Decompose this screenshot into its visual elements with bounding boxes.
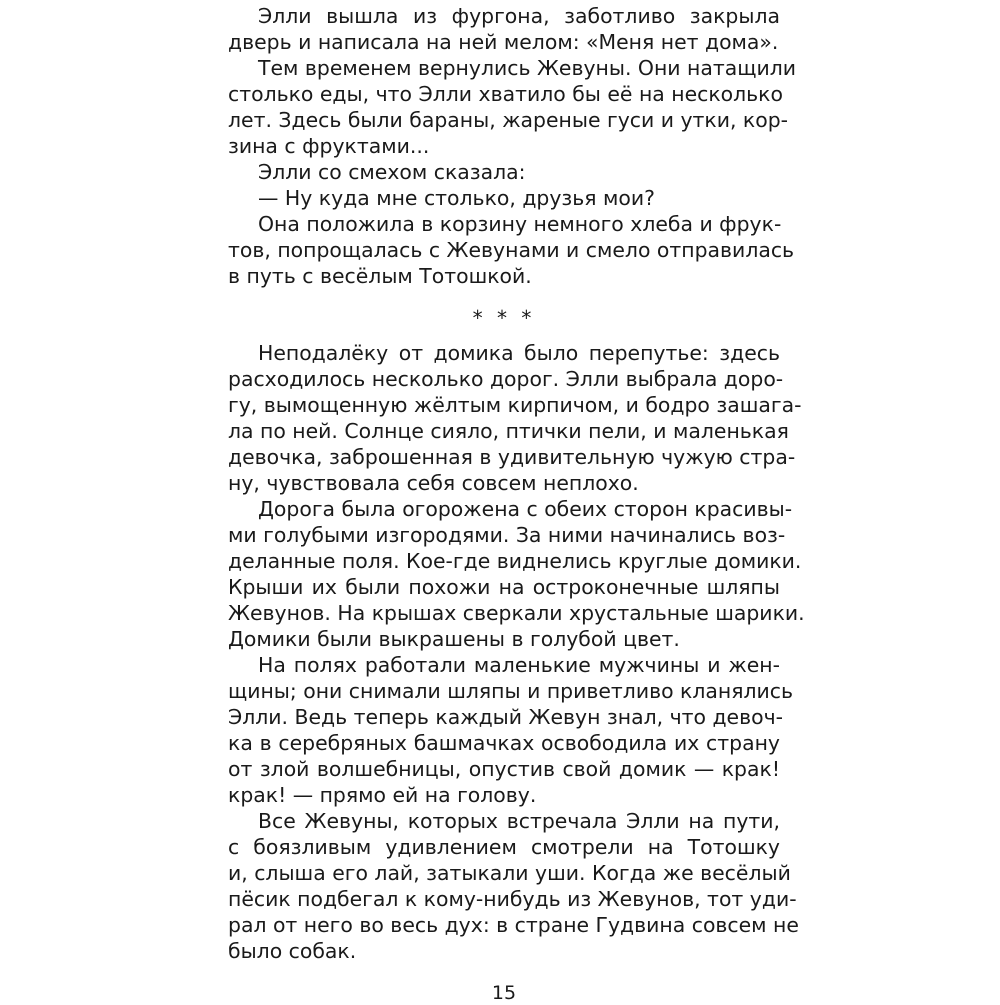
text-line: расходилось несколько дорог. Элли выбрала доро- [228, 367, 784, 391]
text-line: Все Жевуны, которых встречала Элли на пути, [258, 809, 780, 833]
text-block-after-separator [228, 340, 805, 964]
text-line: ну, чувствовала себя совсем неплохо. [228, 471, 639, 495]
text-line: было собак. [228, 939, 357, 963]
text-line: гу, вымощенную жёлтым кирпичом, и бодро зашага- [228, 393, 802, 417]
text-line: деланные поля. Кое-где виднелись круглые домики. [228, 549, 802, 573]
text-line: Элли вышла из фургона, заботливо закрыла [258, 4, 780, 28]
text-line: ми голубыми изгородями. За ними начинались воз- [228, 523, 786, 547]
text-line: — Ну куда мне столько, друзья мои? [258, 186, 655, 210]
text-line: лет. Здесь были бараны, жареные гуси и утки, кор- [228, 108, 789, 132]
text-line: зина с фруктами... [228, 134, 430, 158]
text-line: Дорога была огорожена с обеих сторон красивы- [258, 497, 793, 521]
text-line: с боязливым удивлением смотрели на Тотошку [228, 835, 780, 859]
text-block-before-separator [228, 3, 796, 289]
text-line: На полях работали маленькие мужчины и жен- [258, 653, 780, 677]
text-line: рал от него во весь дух: в стране Гудвина совсем не [228, 913, 799, 937]
text-line: тов, попрощалась с Жевунами и смело отправилась [228, 238, 795, 262]
text-line: от злой волшебницы, опустив свой домик — крак! [228, 757, 780, 781]
text-line: в путь с весёлым Тотошкой. [228, 264, 532, 288]
text-line: Она положила в корзину немного хлеба и фрук- [258, 212, 782, 236]
text-line: Неподалёку от домика было перепутье: здесь [258, 341, 780, 365]
page-number: 15 [491, 982, 517, 1004]
text-line: Жевунов. На крышах сверкали хрустальные шарики. [228, 601, 805, 625]
text-line: ка в серебряных башмачках освободила их страну [228, 731, 780, 755]
text-line: пёсик подбегал к кому-нибудь из Жевунов, тот уди- [228, 887, 797, 911]
text-line: столько еды, что Элли хватило бы её на несколько [228, 82, 783, 106]
text-line: крак! — прямо ей на голову. [228, 783, 537, 807]
text-line: ла по ней. Солнце сияло, птички пели, и маленькая [228, 419, 789, 443]
book-page [228, 0, 805, 1004]
text-line: дверь и написала на ней мелом: «Меня нет дома». [228, 30, 779, 54]
text-line: Крыши их были похожи на остроконечные шляпы [228, 575, 780, 599]
text-line: девочка, заброшенная в удивительную чужую стра- [228, 445, 796, 469]
text-line: и, слыша его лай, затыкали уши. Когда же весёлый [228, 861, 791, 885]
text-line: Тем временем вернулись Жевуны. Они натащили [258, 56, 796, 80]
text-line: Элли со смехом сказала: [258, 160, 526, 184]
text-line: Домики были выкрашены в голубой цвет. [228, 627, 680, 651]
section-separator: * * * [472, 306, 536, 330]
text-line: щины; они снимали шляпы и приветливо кланялись [228, 679, 794, 703]
text-line: Элли. Ведь теперь каждый Жевун знал, что девоч- [228, 705, 783, 729]
